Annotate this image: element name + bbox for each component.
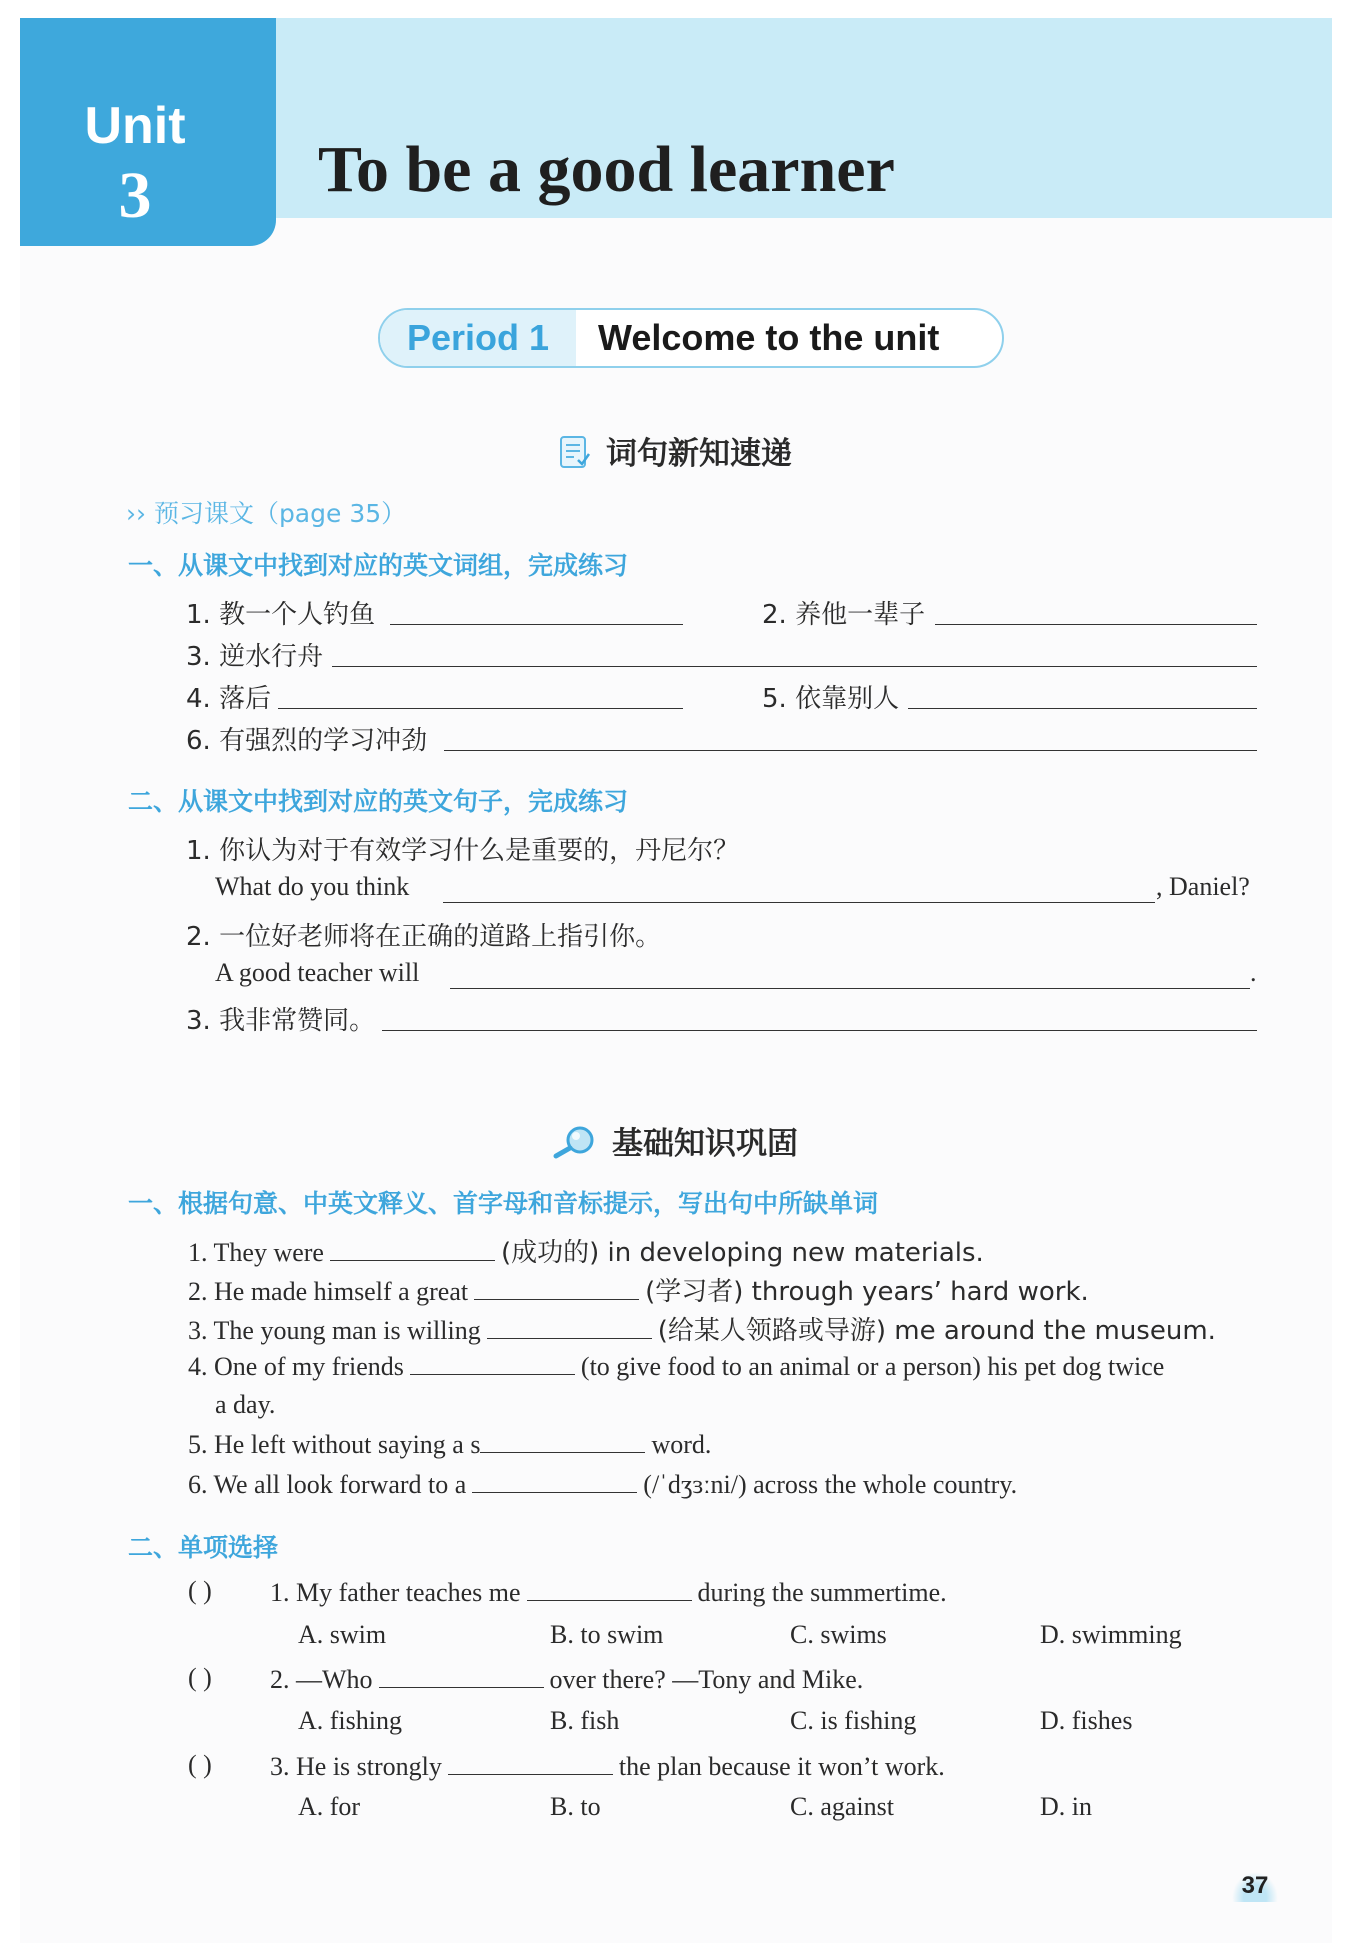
fill-item-before: 3. The young man is willing bbox=[188, 1316, 481, 1345]
sentence-prompt: 3. 我非常赞同。 bbox=[186, 1006, 376, 1036]
fill-item-continuation: a day. bbox=[215, 1390, 276, 1419]
answer-blank bbox=[527, 1576, 692, 1601]
mc-question bbox=[270, 1750, 945, 1782]
unit-word: Unit bbox=[84, 97, 186, 155]
answer-blank[interactable] bbox=[444, 750, 1257, 751]
option-d[interactable]: D. in bbox=[1040, 1792, 1092, 1821]
phrase-item: 4. 落后 bbox=[186, 684, 272, 714]
sentence-prompt: 1. 你认为对于有效学习什么是重要的，丹尼尔？ bbox=[186, 836, 740, 866]
mc-question-before: 2. —Who bbox=[270, 1665, 373, 1694]
unit-number: 3 bbox=[118, 159, 152, 232]
answer-blank[interactable] bbox=[390, 624, 683, 625]
answer-blank[interactable] bbox=[908, 708, 1257, 709]
phrase-item: 2. 养他一辈子 bbox=[762, 600, 926, 630]
section-heading-text: 词句新知速递 bbox=[606, 436, 792, 472]
option-c[interactable]: C. swims bbox=[790, 1620, 887, 1649]
answer-blank[interactable] bbox=[278, 708, 683, 709]
option-d[interactable]: D. swimming bbox=[1040, 1620, 1182, 1649]
answer-blank[interactable] bbox=[450, 988, 1250, 989]
sentence-end: , Daniel? bbox=[1156, 872, 1250, 901]
answer-blank bbox=[379, 1663, 544, 1688]
option-c[interactable]: C. against bbox=[790, 1792, 894, 1821]
answer-bracket[interactable]: ( ) bbox=[188, 1750, 212, 1779]
phrase-item: 3. 逆水行舟 bbox=[186, 642, 324, 672]
unit-title: To be a good learner bbox=[318, 133, 895, 206]
fill-item-after: word. bbox=[651, 1430, 712, 1459]
answer-blank[interactable] bbox=[472, 1468, 637, 1493]
option-b[interactable]: B. fish bbox=[550, 1706, 620, 1735]
exercise-heading: 一、从课文中找到对应的英文词组，完成练习 bbox=[128, 551, 629, 580]
notebook-icon bbox=[558, 434, 592, 478]
fill-item-before: 2. He made himself a great bbox=[188, 1277, 469, 1306]
magnifier-icon bbox=[552, 1124, 598, 1168]
period-banner bbox=[378, 308, 1004, 368]
fill-item-before: 1. They were bbox=[188, 1238, 324, 1267]
phrase-item: 5. 依靠别人 bbox=[762, 684, 900, 714]
phrase-item: 1. 教一个人钓鱼 bbox=[186, 600, 376, 630]
section-heading-text: 基础知识巩固 bbox=[612, 1126, 798, 1162]
sentence-prompt: 2. 一位好老师将在正确的道路上指引你。 bbox=[186, 922, 662, 952]
fill-item-after: (给某人领路或导游) me around the museum. bbox=[657, 1316, 1216, 1346]
fill-item bbox=[188, 1428, 711, 1460]
answer-blank[interactable] bbox=[382, 1030, 1257, 1031]
option-b[interactable]: B. to bbox=[550, 1792, 601, 1821]
option-a[interactable]: A. swim bbox=[298, 1620, 387, 1649]
section-heading-basics bbox=[0, 1118, 1350, 1168]
answer-bracket[interactable]: ( ) bbox=[188, 1576, 212, 1605]
answer-blank[interactable] bbox=[487, 1314, 652, 1339]
option-a[interactable]: A. fishing bbox=[298, 1706, 402, 1735]
mc-question-before: 1. My father teaches me bbox=[270, 1578, 521, 1607]
answer-blank[interactable] bbox=[330, 1236, 495, 1261]
fill-item-after: (学习者) through years’ hard work. bbox=[645, 1277, 1089, 1307]
fill-item bbox=[188, 1468, 1017, 1500]
fill-item bbox=[188, 1310, 1216, 1347]
page-number: 37 bbox=[1232, 1872, 1278, 1902]
mc-question-before: 3. He is strongly bbox=[270, 1752, 442, 1781]
fill-item-after: (成功的) in developing new materials. bbox=[500, 1238, 984, 1268]
answer-blank[interactable] bbox=[443, 902, 1155, 903]
mc-question-after: during the summertime. bbox=[697, 1578, 947, 1607]
exercise-heading: 二、从课文中找到对应的英文句子，完成练习 bbox=[128, 787, 629, 816]
answer-blank[interactable] bbox=[474, 1275, 639, 1300]
option-a[interactable]: A. for bbox=[298, 1792, 361, 1821]
fill-item-before: 5. He left without saying a s bbox=[188, 1430, 481, 1459]
mc-question bbox=[270, 1663, 863, 1695]
fill-item-after: (to give food to an animal or a person) his pet dog twice bbox=[580, 1352, 1165, 1381]
answer-blank[interactable] bbox=[480, 1428, 645, 1453]
section-heading-new-words bbox=[0, 428, 1350, 478]
answer-blank[interactable] bbox=[935, 624, 1257, 625]
preview-note: ›› 预习课文（page 35） bbox=[126, 499, 407, 528]
option-d[interactable]: D. fishes bbox=[1040, 1706, 1133, 1735]
unit-badge bbox=[20, 18, 276, 246]
fill-item-before: 4. One of my friends bbox=[188, 1352, 404, 1381]
phrase-item: 6. 有强烈的学习冲劲 bbox=[186, 726, 428, 756]
fill-item bbox=[188, 1232, 984, 1269]
fill-item bbox=[188, 1271, 1089, 1308]
period-title: Welcome to the unit bbox=[598, 317, 940, 358]
option-c[interactable]: C. is fishing bbox=[790, 1706, 917, 1735]
sentence-start: What do you think bbox=[215, 872, 410, 901]
fill-item-before: 6. We all look forward to a bbox=[188, 1470, 467, 1499]
fill-item-after: (/ˈdʒɜːni/) across the whole country. bbox=[643, 1470, 1018, 1499]
answer-blank[interactable] bbox=[410, 1350, 575, 1375]
mc-question-after: over there? —Tony and Mike. bbox=[549, 1665, 864, 1694]
mc-question-after: the plan because it won’t work. bbox=[618, 1752, 945, 1781]
mc-question bbox=[270, 1576, 947, 1608]
sentence-end: . bbox=[1250, 958, 1257, 987]
answer-bracket[interactable]: ( ) bbox=[188, 1663, 212, 1692]
period-label: Period 1 bbox=[380, 310, 576, 366]
sentence-start: A good teacher will bbox=[215, 958, 420, 987]
answer-blank bbox=[448, 1750, 613, 1775]
answer-blank[interactable] bbox=[332, 666, 1257, 667]
exercise-heading: 二、单项选择 bbox=[128, 1533, 279, 1562]
fill-item bbox=[188, 1350, 1164, 1382]
option-b[interactable]: B. to swim bbox=[550, 1620, 664, 1649]
exercise-heading: 一、根据句意、中英文释义、首字母和音标提示，写出句中所缺单词 bbox=[128, 1189, 879, 1218]
